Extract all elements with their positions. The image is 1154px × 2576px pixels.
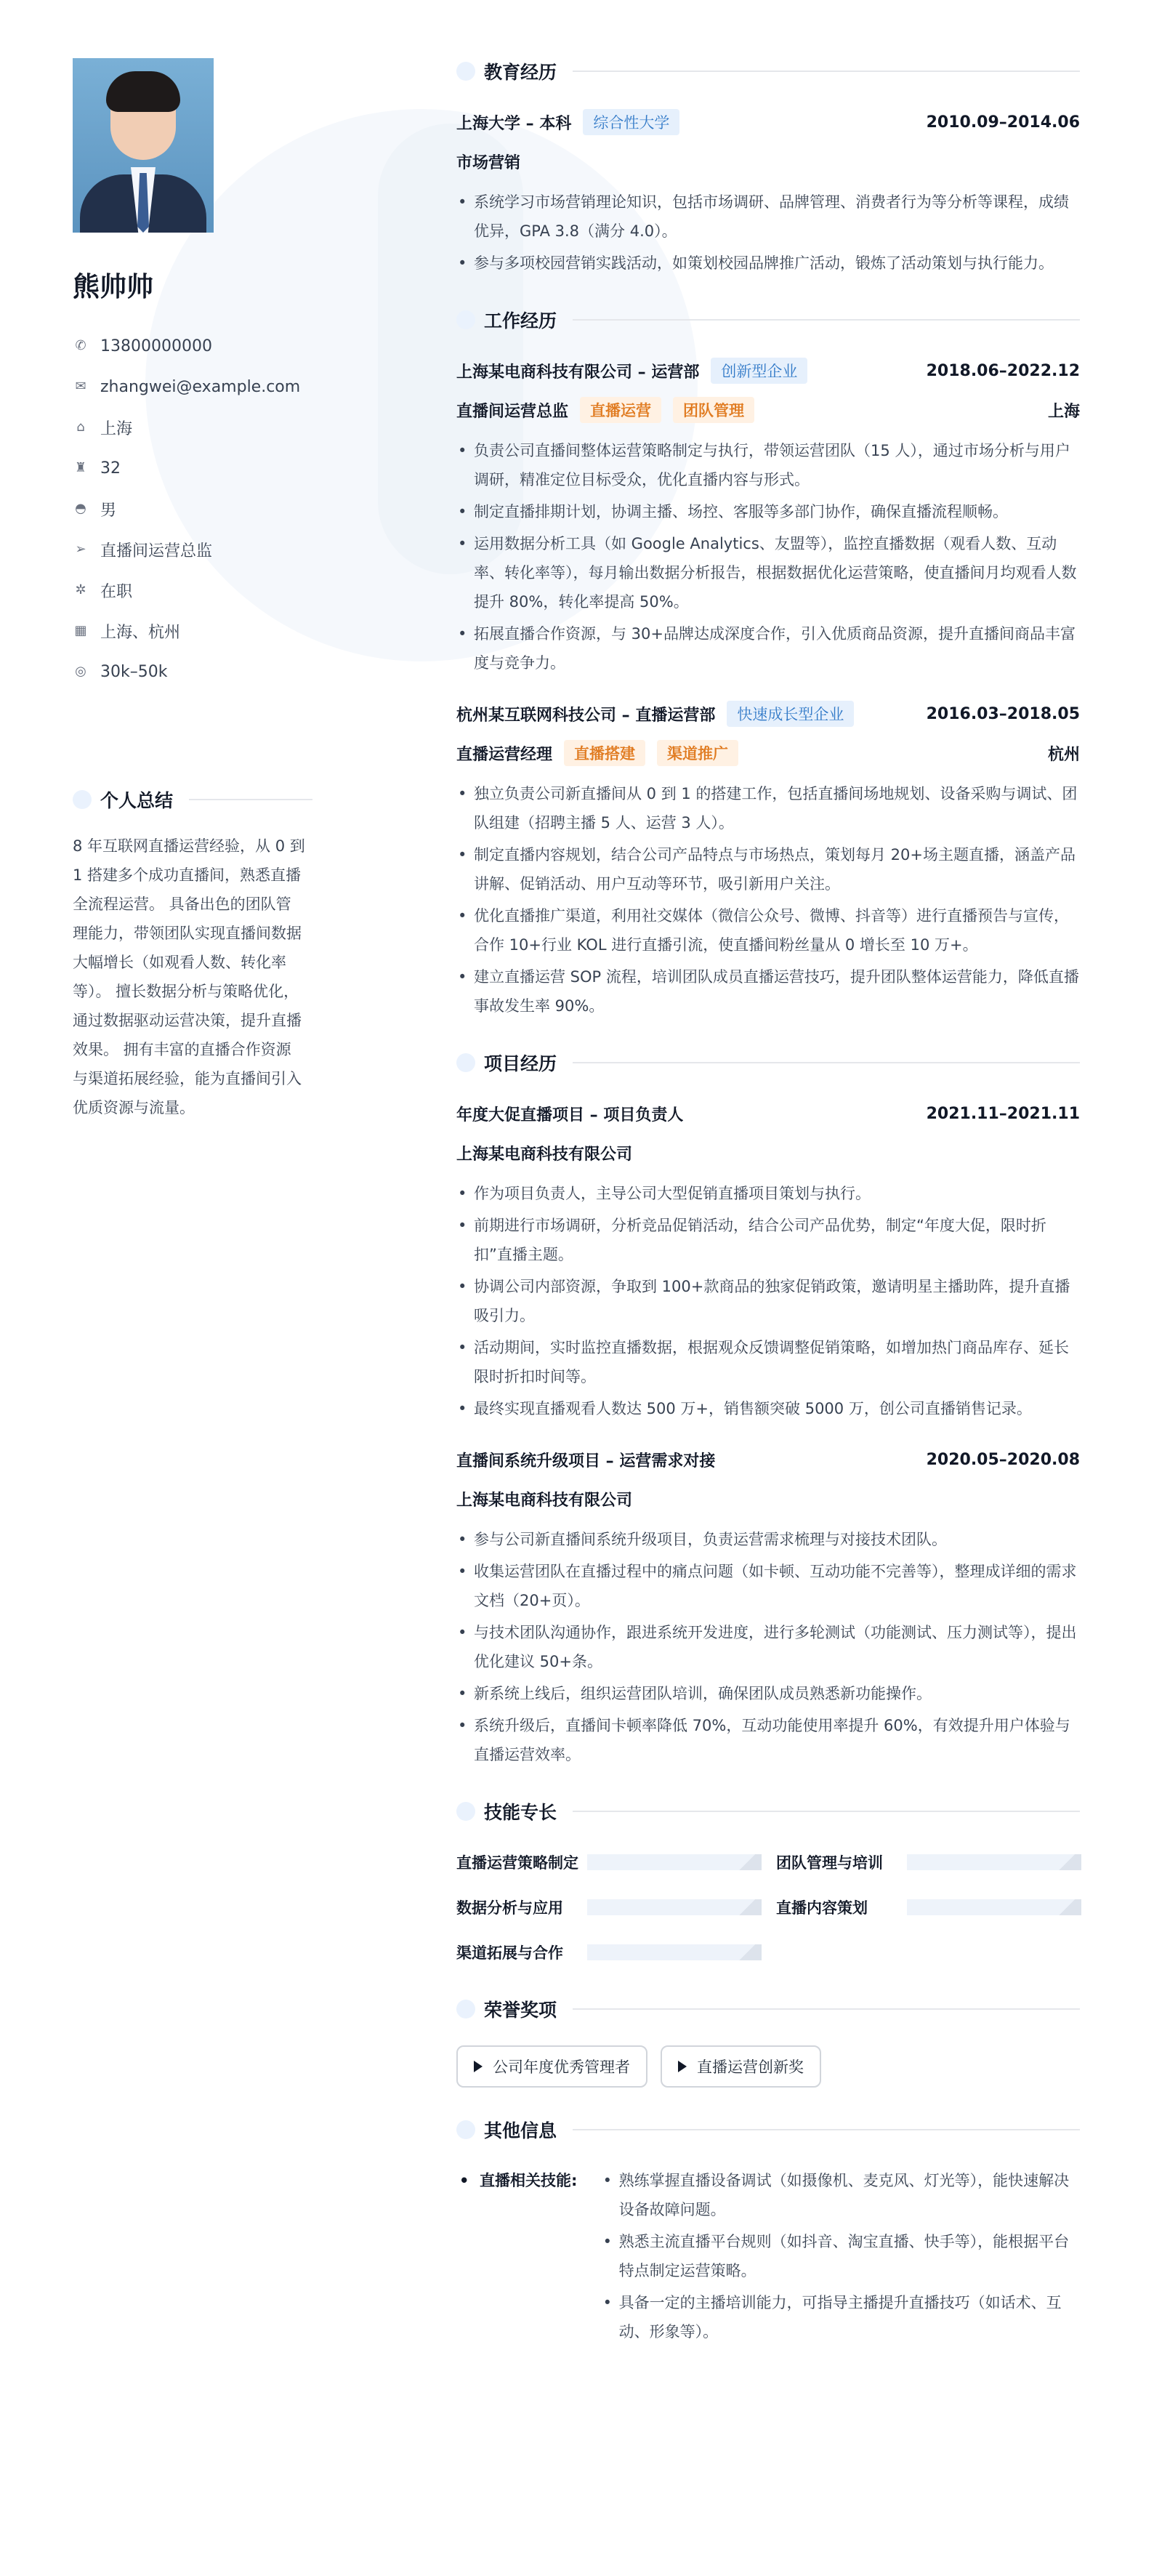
list-item: • 负责公司直播间整体运营策略制定与执行，带领运营团队（15 人），通过市场分析与用户调研，精准定位目标受众，优化直播内容与形式。 [456, 436, 1080, 494]
section-dot-icon [456, 2120, 475, 2139]
status-icon: ✲ [75, 582, 86, 597]
contact-text: zhangwei@example.com [100, 377, 301, 396]
main-content [456, 58, 1080, 2378]
awards-section [456, 1996, 1080, 2088]
list-item: • 优化直播推广渠道，利用社交媒体（微信公众号、微博、抖音等）进行直播预告与宣传，合作 10+行业 KOL 进行直播引流，使直播间粉丝量从 0 增长至 10 万+。 [456, 901, 1080, 959]
job-role: 直播间运营总监 [456, 402, 569, 421]
section-header [456, 307, 1080, 333]
education-section [456, 58, 1080, 278]
play-icon [474, 2061, 483, 2072]
skill-name: 渠道拓展与合作 [456, 1944, 563, 1962]
contact-text: 13800000000 [100, 337, 212, 355]
school-name: 上海大学 – 本科 [456, 114, 572, 133]
list-item: • 收集运营团队在直播过程中的痛点问题（如卡顿、互动功能不完善等），整理成详细的需求文档（20+页）。 [456, 1557, 1080, 1615]
work-bullets [456, 779, 1080, 1021]
contact-cities [73, 611, 312, 651]
contact-text: 直播间运营总监 [100, 542, 213, 560]
project-bullets [456, 1525, 1080, 1769]
section-title: 技能专长 [484, 1802, 557, 1823]
list-item: • 作为项目负责人，主导公司大型促销直播项目策划与执行。 [456, 1179, 1080, 1208]
section-title: 项目经历 [484, 1053, 557, 1074]
skills-section [456, 1798, 1080, 1967]
list-item: • 拓展直播合作资源，与 30+品牌达成深度合作，引入优质商品资源，提升直播间商品丰富度与竞争力。 [456, 619, 1080, 677]
contact-text: 上海 [100, 419, 133, 438]
company-name: 上海某电商科技有限公司 – 运营部 [456, 363, 700, 382]
section-dot-icon [73, 790, 92, 809]
list-item: • 系统学习市场营销理论知识，包括市场调研、品牌管理、消费者行为等分析等课程，成绩优异，GPA 3.8（满分 4.0）。 [456, 188, 1080, 246]
award-label: 公司年度优秀管理者 [493, 2058, 630, 2076]
job-city: 上海 [1047, 402, 1080, 421]
section-dot-icon [456, 1053, 475, 1072]
list-item: • 制定直播排期计划，协调主播、场控、客服等多部门协作，确保直播流程顺畅。 [456, 497, 1080, 526]
profile-name: 熊帅帅 [73, 271, 153, 302]
skill-level-bar [587, 1944, 762, 1960]
project-date: 2021.11–2021.11 [926, 1104, 1080, 1123]
contact-gender [73, 488, 312, 529]
list-item: • 运用数据分析工具（如 Google Analytics、友盟等），监控直播数据（观看人数、互动率、转化率等），每月输出数据分析报告，根据数据优化运营策略，使直播间月均观看人数提升 80%，转化率提高 50%。 [456, 529, 1080, 616]
contact-location [73, 407, 312, 448]
list-item: • 最终实现直播观看人数达 500 万+，销售额突破 5000 万，创公司直播销售记录。 [456, 1394, 1080, 1423]
section-dot-icon [456, 1802, 475, 1821]
list-item: • 建立直播运营 SOP 流程，培训团队成员直播运营技巧，提升团队整体运营能力，降低直播事故发生率 90%。 [456, 962, 1080, 1021]
job-role: 直播运营经理 [456, 745, 553, 764]
work-section [456, 307, 1080, 1021]
section-divider [573, 2129, 1080, 2130]
list-item: • 参与多项校园营销实践活动，如策划校园品牌推广活动，锻炼了活动策划与执行能力。 [456, 249, 1080, 278]
major-name: 市场营销 [456, 153, 521, 172]
skill-name: 直播内容策划 [776, 1899, 868, 1917]
skill-level-bar [587, 1854, 762, 1870]
skill-item [456, 1893, 762, 1922]
mail-icon: ✉ [75, 379, 86, 394]
section-header [456, 58, 1080, 84]
section-divider [573, 1811, 1080, 1812]
list-item: • 具备一定的主播培训能力，可指导主播提升直播技巧（如话术、互动、形象等）。 [602, 2288, 1080, 2346]
job-city: 杭州 [1047, 745, 1080, 764]
play-icon [678, 2061, 687, 2072]
award-badge [661, 2045, 821, 2088]
skill-level-bar [907, 1899, 1081, 1915]
list-item: • 活动期间，实时监控直播数据，根据观众反馈调整促销策略，如增加热门商品库存、延长限时折扣时间等。 [456, 1333, 1080, 1391]
project-company: 上海某电商科技有限公司 [456, 1145, 633, 1164]
skill-item [776, 1893, 1081, 1922]
phone-icon: ✆ [75, 338, 86, 353]
contact-text: 在职 [100, 582, 133, 601]
section-header [456, 1996, 1080, 2022]
role-tag: 直播搭建 [564, 740, 645, 766]
contact-status [73, 570, 312, 611]
list-item: • 协调公司内部资源，争取到 100+款商品的独家促销政策，邀请明星主播助阵，提升直播吸引力。 [456, 1272, 1080, 1330]
company-tag: 创新型企业 [711, 358, 807, 384]
section-header [73, 786, 312, 813]
skill-item [776, 1848, 1081, 1877]
project-entry [456, 1099, 1080, 1423]
skill-name: 直播运营策略制定 [456, 1854, 578, 1872]
list-item: • 系统升级后，直播间卡顿率降低 70%，互动功能使用率提升 60%，有效提升用户体验与直播运营效率。 [456, 1711, 1080, 1769]
work-date: 2018.06–2022.12 [926, 361, 1080, 380]
contact-phone [73, 326, 312, 366]
profile-sidebar [73, 58, 312, 692]
skill-name: 团队管理与培训 [776, 1854, 883, 1872]
project-company: 上海某电商科技有限公司 [456, 1491, 633, 1510]
section-header [456, 1050, 1080, 1076]
section-divider [189, 799, 312, 800]
list-item: • 制定直播内容规划，结合公司产品特点与市场热点，策划每月 20+场主题直播，涵盖产品讲解、促销活动、用户互动等环节，吸引新用户关注。 [456, 840, 1080, 898]
gender-icon: ◓ [75, 501, 86, 516]
education-bullets [456, 188, 1080, 278]
summary-section [73, 786, 312, 1122]
profile-photo [73, 58, 214, 233]
awards-list [456, 2045, 1080, 2088]
section-title: 工作经历 [484, 310, 557, 331]
salary-icon: ◎ [75, 664, 86, 679]
other-section [456, 2117, 1080, 2349]
projects-section [456, 1050, 1080, 1769]
section-title: 个人总结 [100, 790, 174, 811]
skill-item [456, 1848, 762, 1877]
work-bullets [456, 436, 1080, 677]
section-dot-icon [456, 62, 475, 81]
award-badge [456, 2045, 647, 2088]
contact-text: 上海、杭州 [100, 623, 181, 642]
contact-list [73, 326, 312, 692]
section-header [456, 2117, 1080, 2143]
work-entry [456, 356, 1080, 677]
role-tag: 直播运营 [580, 397, 661, 423]
list-item: • 熟练掌握直播设备调试（如摄像机、麦克风、灯光等），能快速解决设备故障问题。 [602, 2166, 1080, 2224]
section-title: 其他信息 [484, 2120, 557, 2141]
section-dot-icon [456, 310, 475, 329]
award-label: 直播运营创新奖 [697, 2058, 804, 2076]
contact-text: 男 [100, 501, 117, 520]
skills-grid [456, 1848, 1080, 1967]
project-date: 2020.05–2020.08 [926, 1450, 1080, 1469]
skill-level-bar [587, 1899, 762, 1915]
contact-age [73, 448, 312, 488]
section-title: 教育经历 [484, 62, 557, 83]
other-bullets [602, 2166, 1080, 2349]
education-entry [456, 108, 1080, 278]
skill-item [456, 1938, 762, 1967]
education-date: 2010.09–2014.06 [926, 113, 1080, 132]
building-icon: ▦ [74, 623, 87, 638]
home-icon: ⌂ [76, 419, 85, 435]
project-bullets [456, 1179, 1080, 1423]
role-tag: 团队管理 [673, 397, 754, 423]
contact-email[interactable] [73, 366, 312, 407]
project-name: 年度大促直播项目 – 项目负责人 [456, 1106, 684, 1124]
summary-text: 8 年互联网直播运营经验，从 0 到 1 搭建多个成功直播间，熟悉直播全流程运营。 具备出色的团队管理能力，带领团队实现直播间数据大幅增长（如观看人数、转化率等）。 擅长数据分析与策略优化，通过数据驱动运营决策，提升直播效果。 拥有丰富的直播合作资源与渠道拓展经验，能为直播间引入优质资源与流量。 [73, 837, 305, 1116]
other-label: • 直播相关技能: [456, 2166, 602, 2349]
section-divider [573, 1062, 1080, 1063]
section-title: 荣誉奖项 [484, 2000, 557, 2021]
role-tag: 渠道推广 [657, 740, 738, 766]
list-item: • 独立负责公司新直播间从 0 到 1 的搭建工作，包括直播间场地规划、设备采购与调试、团队组建（招聘主播 5 人、运营 3 人）。 [456, 779, 1080, 837]
other-skills [456, 2166, 1080, 2349]
list-item: • 新系统上线后，组织运营团队培训，确保团队成员熟悉新功能操作。 [456, 1679, 1080, 1708]
project-entry [456, 1445, 1080, 1769]
section-dot-icon [456, 2000, 475, 2018]
work-date: 2016.03–2018.05 [926, 704, 1080, 723]
contact-salary [73, 651, 312, 692]
skill-level-bar [907, 1854, 1081, 1870]
list-item: • 参与公司新直播间系统升级项目，负责运营需求梳理与对接技术团队。 [456, 1525, 1080, 1554]
list-item: • 前期进行市场调研，分析竞品促销活动，结合公司产品优势，制定“年度大促，限时折扣”直播主题。 [456, 1211, 1080, 1269]
age-icon: ♜ [74, 460, 87, 475]
contact-text: 32 [100, 459, 121, 478]
contact-text: 30k–50k [100, 662, 168, 681]
school-tag: 综合性大学 [583, 109, 679, 135]
company-name: 杭州某互联网科技公司 – 直播运营部 [456, 706, 716, 725]
work-entry [456, 699, 1080, 1021]
section-divider [573, 2008, 1080, 2010]
section-divider [573, 319, 1080, 321]
skill-name: 数据分析与应用 [456, 1899, 563, 1917]
section-header [456, 1798, 1080, 1824]
contact-position [73, 529, 312, 570]
section-divider [573, 71, 1080, 72]
project-name: 直播间系统升级项目 – 运营需求对接 [456, 1452, 716, 1470]
company-tag: 快速成长型企业 [727, 701, 854, 727]
send-icon: ➢ [75, 542, 86, 557]
list-item: • 与技术团队沟通协作，跟进系统开发进度，进行多轮测试（功能测试、压力测试等），提出优化建议 50+条。 [456, 1618, 1080, 1676]
list-item: • 熟悉主流直播平台规则（如抖音、淘宝直播、快手等），能根据平台特点制定运营策略。 [602, 2227, 1080, 2285]
